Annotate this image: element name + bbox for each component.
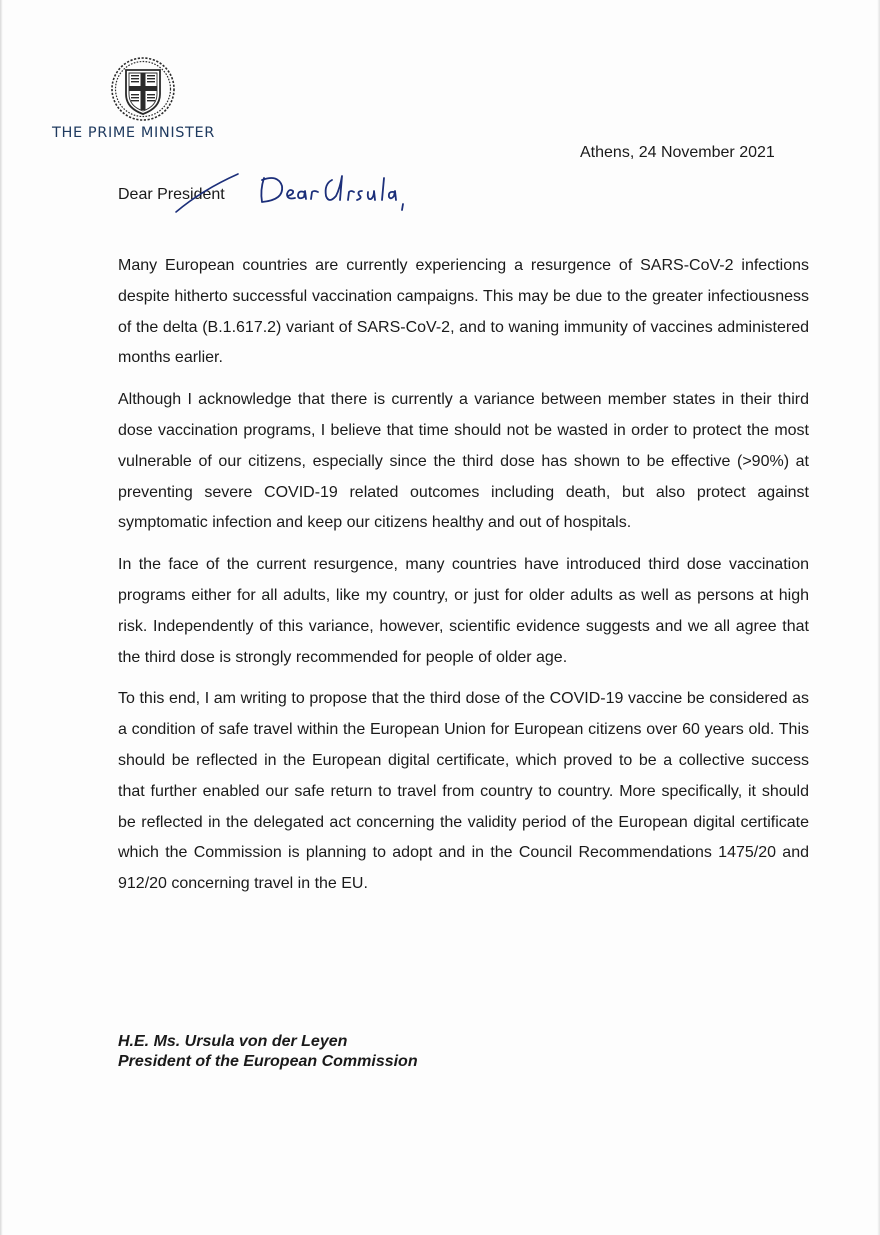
strike-through-mark <box>172 168 242 218</box>
letter-body <box>118 251 809 911</box>
dateline: Athens, 24 November 2021 <box>580 144 775 161</box>
addressee-name: H.E. Ms. Ursula von der Leyen <box>118 1033 348 1050</box>
paragraph-2: Although I acknowledge that there is currently a variance between member states in their third dose vaccination programs, I believe that time should not be wasted in order to protect the most vulnerable of our citizens, especially since the third dose has shown to be effective (>90%) at preventing severe COVID-19 related outcomes including death, but also protect against symptomatic infection and keep our citizens healthy and out of hospitals. <box>118 391 809 532</box>
paragraph-4: To this end, I am writing to propose that the third dose of the COVID-19 vaccine be considered as a condition of safe travel within the European Union for European citizens over 60 years old. This should be reflected in the European digital certificate, which proved to be a collective success that further enabled our safe return to travel from country to country. More specifically, it should be reflected in the delegated act concerning the validity period of the European digital certificate which the Commission is planning to adopt and in the Council Recommendations 1475/20 and 912/20 concerning travel in the EU. <box>118 690 809 893</box>
paragraph-1: Many European countries are currently experiencing a resurgence of SARS-CoV-2 infections despite hitherto successful vaccination campaigns. This may be due to the greater infectiousness of the delta (B.1.617.2) variant of SARS-CoV-2, and to waning immunity of vaccines administered months earlier. <box>118 257 809 367</box>
scan-edge-left <box>0 0 3 1235</box>
handwritten-salutation <box>256 170 416 214</box>
salutation-typed: Dear President <box>118 186 225 203</box>
office-title: THE PRIME MINISTER <box>52 125 215 141</box>
addressee-title: President of the European Commission <box>118 1053 418 1070</box>
paragraph-3: In the face of the current resurgence, many countries have introduced third dose vaccination programs either for all adults, like my country, or just for older adults as well as persons at high risk. Independently of this variance, however, scientific evidence suggests and we all agree that the third dose is strongly recommended for people of older age. <box>118 556 809 666</box>
greek-coat-of-arms-icon <box>110 56 176 122</box>
addressee-block <box>118 1032 418 1072</box>
